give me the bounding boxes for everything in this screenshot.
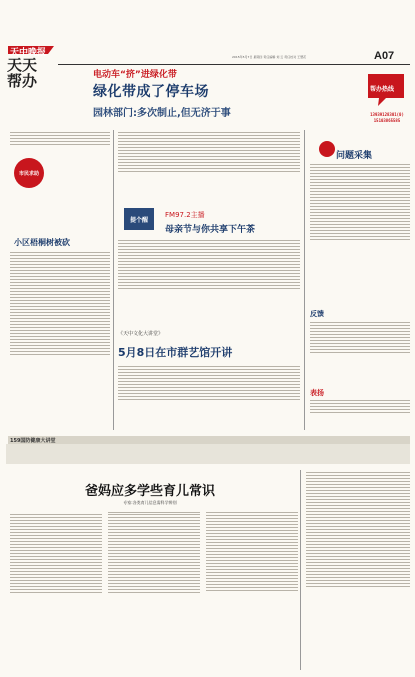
- logo-text: 天中晚报: [10, 47, 47, 57]
- question-icon: [318, 140, 336, 158]
- help-badge: 市民求助: [14, 158, 44, 188]
- lower-headline: 爸妈应多学些育儿常识: [84, 484, 215, 499]
- feature-body-text: [118, 238, 300, 328]
- lecture-headline: 5月8日在市群艺馆开讲: [118, 346, 233, 359]
- praise-heading: 表扬: [310, 389, 324, 397]
- left-headline: 小区梧桐树被砍: [14, 238, 70, 247]
- sidebar-title: 问题采集: [336, 151, 373, 161]
- lead-kicker: 电动车“挤”进绿化带: [93, 70, 177, 80]
- date-line: 2015年5月7日 星期四 责任编辑 刘 云 责任校对 王慧花: [232, 55, 307, 59]
- lead-headline: 绿化带成了停车场: [93, 84, 209, 100]
- column-title-line2: 帮办: [7, 72, 38, 90]
- lecture-body-text: [118, 364, 300, 428]
- page-number: A07: [374, 50, 395, 62]
- hotline-phone-2: 15103865585: [373, 118, 401, 123]
- feature-kicker: FM97.2主播: [165, 211, 205, 219]
- column-divider: [113, 130, 114, 430]
- lower-subhead: 专家:各类育儿信息需科学辨别: [123, 500, 177, 505]
- feedback-body-text: [310, 320, 410, 384]
- feedback-heading: 反馈: [310, 310, 324, 318]
- sidebar-body-text: [310, 162, 410, 302]
- praise-body-text: [310, 398, 410, 430]
- column-divider: [300, 470, 301, 670]
- lecture-kicker: 《天中文化大讲堂》: [118, 331, 164, 337]
- masthead-rule: [58, 64, 410, 65]
- health-column-banner: [6, 444, 410, 464]
- reminder-tag: 提个醒: [124, 208, 154, 230]
- left-body-text: [10, 250, 110, 428]
- hotline-numbers: [364, 112, 410, 124]
- health-column-title: 159国防健康大讲堂: [10, 438, 56, 444]
- health-column-bar: [8, 436, 410, 444]
- lead-continued-text: [118, 130, 300, 202]
- column-divider: [304, 130, 305, 430]
- hotline-label: 帮办热线: [370, 86, 395, 93]
- column-title-line1: 天天: [7, 56, 38, 74]
- feature-headline: 母亲节与你共享下午茶: [165, 225, 256, 235]
- lead-subhead: 园林部门:多次制止,但无济于事: [93, 108, 231, 119]
- lower-body-text: [10, 512, 298, 672]
- hotline-phone-1: 13939128301(0): [370, 112, 404, 117]
- lead-body-text: [10, 130, 110, 154]
- lower-side-text: [306, 470, 410, 670]
